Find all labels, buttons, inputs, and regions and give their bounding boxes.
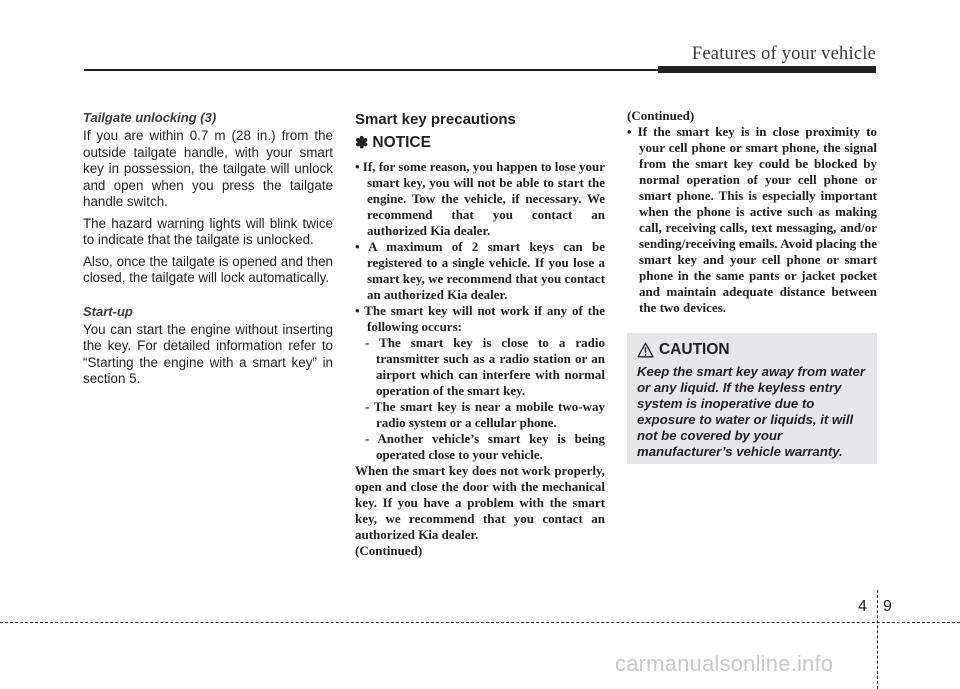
tailgate-paragraph-3: Also, once the tailgate is opened and then closed, the tailgate will lock automatically. bbox=[83, 253, 333, 285]
caution-text: Keep the smart key away from water or any liquid. If the keyless entry system is inoperative due to exposure to water or liquids, it will not be covered by your manufacturer’s vehicle warranty. bbox=[637, 364, 865, 459]
tailgate-heading: Tailgate unlocking (3) bbox=[83, 110, 217, 125]
notice-label: NOTICE bbox=[372, 134, 431, 151]
caution-label: CAUTION bbox=[659, 341, 730, 358]
tailgate-paragraph-1: If you are within 0.7 m (28 in.) from the outside tailgate handle, with your smart key in possession, the tailgate will unlock and open when you press the tailgate handle switch. bbox=[83, 128, 333, 209]
notice-bullet-max-keys: • A maximum of 2 smart keys can be registered to a single vehicle. If you lose a smart key, we recommend that you contact an authorized Kia dealer. bbox=[355, 239, 605, 302]
caution-box bbox=[627, 333, 877, 464]
warning-triangle-icon bbox=[637, 342, 654, 358]
chapter-number: 4 bbox=[858, 598, 867, 615]
continued-heading: (Continued) bbox=[627, 108, 695, 123]
page-number-divider bbox=[877, 590, 878, 689]
notice-sub-radio: - The smart key is close to a radio transmitter such as a radio station or an airport which can interfere with normal operation of the smart key. bbox=[365, 335, 605, 398]
column-tailgate-startup bbox=[83, 108, 333, 393]
footer-dashed-rule bbox=[0, 622, 960, 623]
notice-sub-mobile: - The smart key is near a mobile two-way radio system or a cellular phone. bbox=[365, 399, 605, 430]
column-smart-key-precautions bbox=[355, 108, 605, 559]
continued-label: (Continued) bbox=[355, 543, 423, 558]
notice-bullet-not-work: • The smart key will not work if any of the following occurs: bbox=[355, 303, 605, 334]
caution-heading bbox=[637, 341, 730, 359]
tailgate-paragraph-2: The hazard warning lights will blink twice to indicate that the tailgate is unlocked. bbox=[83, 215, 333, 247]
notice-bullet-lost-key: • If, for some reason, you happen to lose your smart key, you will not be able to start the engine. Tow the vehicle, if necessary. We recommend that you contact an authorized Kia dealer. bbox=[355, 159, 605, 238]
startup-heading: Start-up bbox=[83, 303, 133, 319]
continued-body bbox=[627, 108, 877, 316]
startup-paragraph: You can start the engine without inserting the key. For detailed information refer to “Starting the engine with a smart key” in section 5. bbox=[83, 321, 333, 386]
page-number: 9 bbox=[883, 598, 892, 615]
notice-heading bbox=[355, 133, 605, 153]
notice-star-icon: ✽ bbox=[355, 135, 369, 152]
notice-sub-other-key: - Another vehicle’s smart key is being operated close to your vehicle. bbox=[365, 431, 605, 462]
notice-closing: When the smart key does not work properly, open and close the door with the mechanical key. If you have a problem with the smart key, we recommend that you contact an authorized Kia dealer. bbox=[355, 463, 605, 542]
column-continued bbox=[627, 108, 877, 316]
header-accent-bar bbox=[658, 66, 876, 73]
watermark: carmanualsonline.info bbox=[615, 651, 834, 676]
notice-body bbox=[355, 159, 605, 559]
header-title: Features of your vehicle bbox=[691, 44, 876, 64]
section-title: Smart key precautions bbox=[355, 111, 516, 128]
notice-bullet-cell-phone: • If the smart key is in close proximity to your cell phone or smart phone, the signal from the smart key could be blocked by normal operation of your cell phone or smart phone. This is especially important when the phone is active such as making call, receiving calls, text messaging, and/or sending/receiving emails. Avoid placing the smart key and your cell phone or smart phone in the same pants or jacket pocket and maintain adequate distance between the two devices. bbox=[627, 124, 877, 315]
